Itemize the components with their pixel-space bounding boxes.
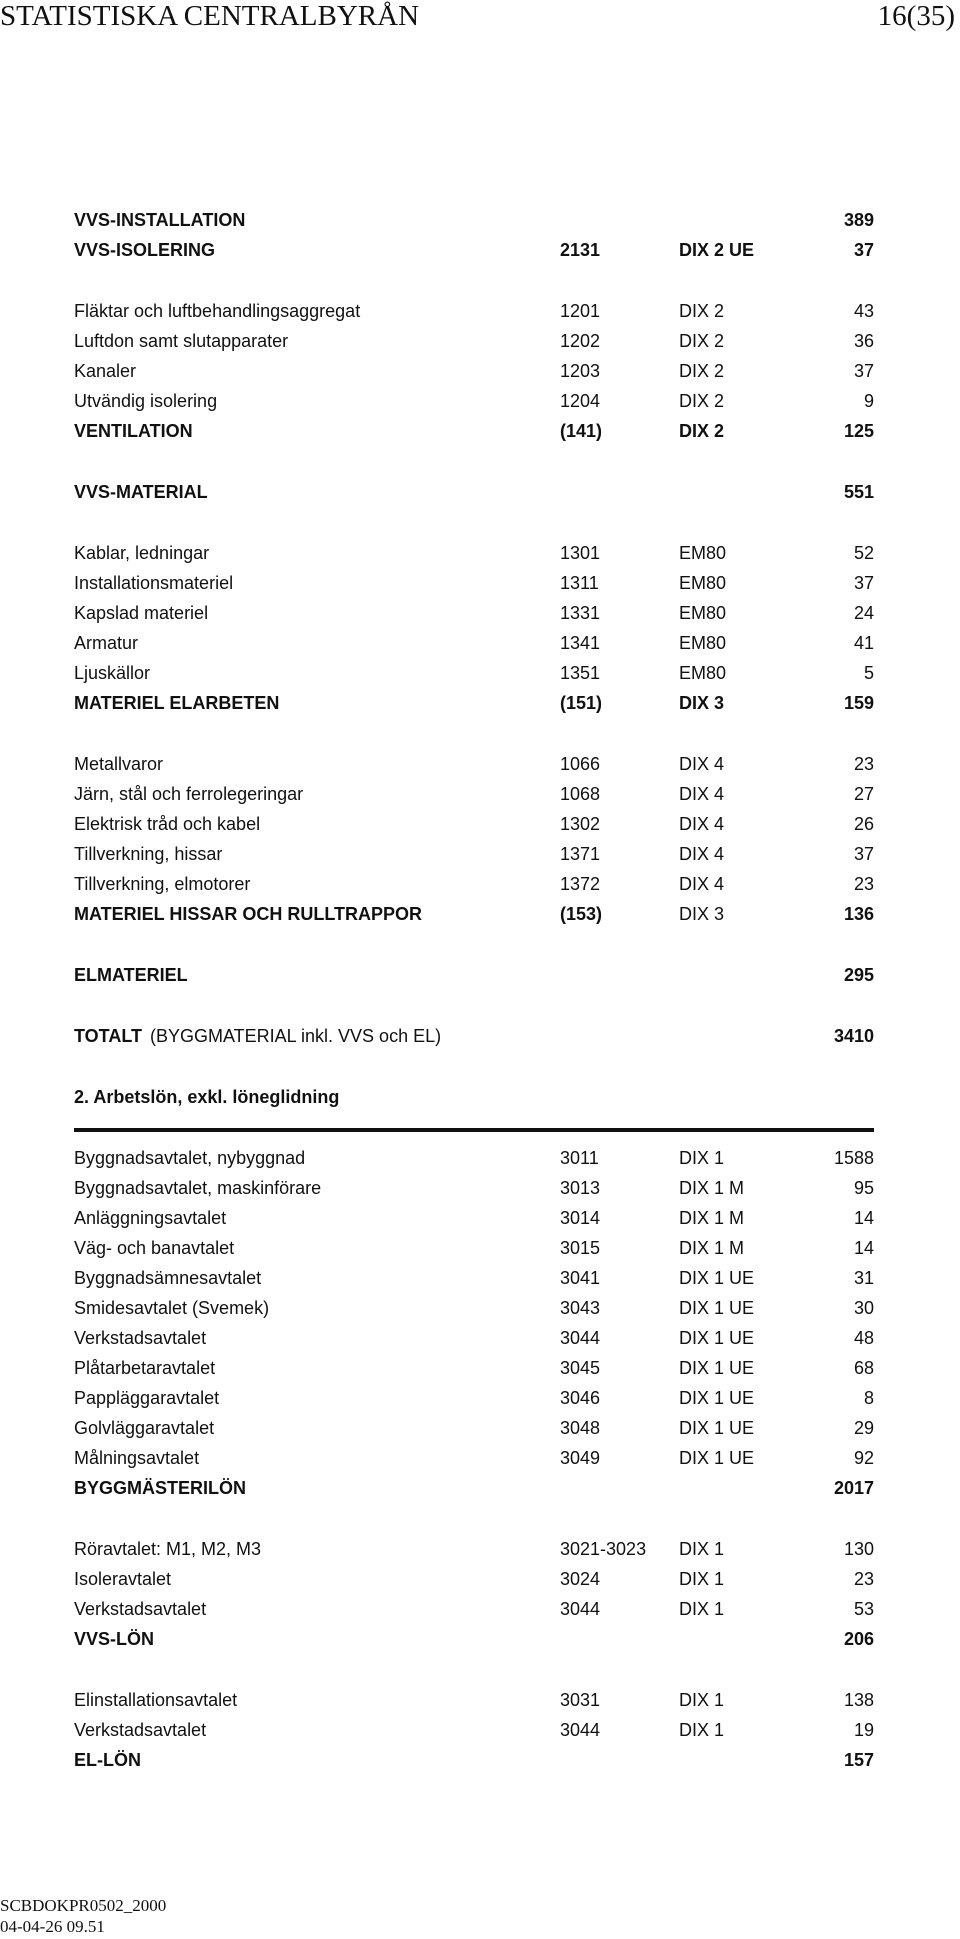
row-dix: DIX 1 UE (679, 1328, 755, 1348)
row-code: 1302 (560, 814, 601, 834)
row-label: 2. Arbetslön, exkl. löneglidning (74, 1087, 340, 1107)
row-label: VVS-MATERIAL (74, 482, 208, 502)
row-dix: DIX 1 UE (679, 1268, 755, 1288)
table-row (74, 1413, 874, 1443)
row-dix: DIX 2 (679, 421, 725, 441)
row-value: 23 (853, 1569, 874, 1589)
table-row (74, 538, 874, 568)
row-label: MATERIEL ELARBETEN (74, 693, 280, 713)
row-value: 14 (853, 1238, 874, 1258)
page-number: 16(35) (877, 0, 955, 32)
table-row (74, 598, 874, 628)
row-code: (151) (560, 693, 603, 713)
row-label: Verkstadsavtalet (74, 1328, 207, 1348)
row-label: ELMATERIEL (74, 965, 188, 985)
row-code: 3045 (560, 1358, 601, 1378)
row-dix: DIX 1 UE (679, 1298, 755, 1318)
row-code: 1202 (560, 331, 601, 351)
row-dix: EM80 (679, 573, 727, 593)
table-row (74, 839, 874, 869)
table-row (74, 779, 874, 809)
row-value: 68 (853, 1358, 874, 1378)
table-row (74, 1323, 874, 1353)
row-code: 1341 (560, 633, 601, 653)
row-value: 53 (853, 1599, 874, 1619)
table-row (74, 1715, 874, 1745)
row-code: 3013 (560, 1178, 601, 1198)
row-label: Målningsavtalet (74, 1448, 200, 1468)
row-value: 125 (843, 421, 874, 441)
row-dix: DIX 4 (679, 844, 725, 864)
row-label: Byggnadsämnesavtalet (74, 1268, 262, 1288)
row-value: 27 (853, 784, 874, 804)
row-label: Tillverkning, hissar (74, 844, 223, 864)
row-label: Armatur (74, 633, 139, 653)
row-value: 136 (843, 904, 874, 924)
row-value: 1588 (833, 1148, 874, 1168)
row-code: 3044 (560, 1599, 601, 1619)
table-row (74, 1624, 874, 1654)
row-label: Luftdon samt slutapparater (74, 331, 289, 351)
row-code: 3046 (560, 1388, 601, 1408)
row-value: 19 (853, 1720, 874, 1740)
row-value: 159 (843, 693, 874, 713)
table-row (74, 1534, 874, 1564)
row-label: Röravtalet: M1, M2, M3 (74, 1539, 262, 1559)
row-code: 3043 (560, 1298, 601, 1318)
row-code: 1331 (560, 603, 601, 623)
row-code: 3014 (560, 1208, 601, 1228)
row-code: 1371 (560, 844, 601, 864)
row-code: 1203 (560, 361, 601, 381)
row-label: Väg- och banavtalet (74, 1238, 235, 1258)
table-row (74, 1293, 874, 1323)
table-row (74, 1082, 874, 1112)
row-value: 389 (843, 210, 874, 230)
row-label: Verkstadsavtalet (74, 1720, 207, 1740)
row-value: 157 (843, 1750, 874, 1770)
row-dix: DIX 1 UE (679, 1418, 755, 1438)
row-label: Elektrisk tråd och kabel (74, 814, 261, 834)
row-code: 1068 (560, 784, 601, 804)
table-row (74, 205, 874, 235)
row-label: VVS-INSTALLATION (74, 210, 246, 230)
table-row (74, 477, 874, 507)
row-value: 23 (853, 874, 874, 894)
row-value: 5 (863, 663, 874, 683)
row-value: 36 (853, 331, 874, 351)
footer-timestamp: 04-04-26 09.51 (0, 1917, 105, 1936)
row-label: Pappläggaravtalet (74, 1388, 220, 1408)
row-code: 3015 (560, 1238, 601, 1258)
row-value: 24 (853, 603, 874, 623)
row-dix: DIX 1 UE (679, 1358, 755, 1378)
table-row (74, 235, 874, 265)
row-value: 37 (853, 361, 874, 381)
row-code: 1351 (560, 663, 601, 683)
row-code: 3031 (560, 1690, 601, 1710)
table-row (74, 869, 874, 899)
section-divider (74, 1128, 874, 1132)
row-label: Kapslad materiel (74, 603, 209, 623)
row-sublabel: (BYGGMATERIAL inkl. VVS och EL) (150, 1026, 442, 1046)
table-row (74, 899, 874, 929)
row-value: 3410 (833, 1026, 874, 1046)
table-row (74, 296, 874, 326)
row-code: 1204 (560, 391, 601, 411)
row-label: Smidesavtalet (Svemek) (74, 1298, 270, 1318)
row-dix: DIX 1 (679, 1720, 725, 1740)
row-label: VVS-ISOLERING (74, 240, 216, 260)
row-label: Fläktar och luftbehandlingsaggregat (74, 301, 361, 321)
row-code: 1066 (560, 754, 601, 774)
row-value: 37 (853, 240, 874, 260)
table-row (74, 628, 874, 658)
row-dix: DIX 1 UE (679, 1448, 755, 1468)
row-dix: DIX 2 (679, 331, 725, 351)
row-code: 3021-3023 (560, 1539, 647, 1559)
row-value: 48 (853, 1328, 874, 1348)
row-code: 2131 (560, 240, 601, 260)
row-dix: DIX 1 M (679, 1238, 745, 1258)
row-code: (153) (560, 904, 603, 924)
table-row (74, 960, 874, 990)
row-value: 23 (853, 754, 874, 774)
row-dix: DIX 2 (679, 301, 725, 321)
row-value: 95 (853, 1178, 874, 1198)
row-label: Utvändig isolering (74, 391, 218, 411)
row-value: 30 (853, 1298, 874, 1318)
table-row (74, 1353, 874, 1383)
table-row (74, 1143, 874, 1173)
row-code: 1201 (560, 301, 601, 321)
row-label: MATERIEL HISSAR OCH RULLTRAPPOR (74, 904, 423, 924)
table-row (74, 416, 874, 446)
row-label: Isoleravtalet (74, 1569, 172, 1589)
page-header-title: STATISTISKA CENTRALBYRÅN (0, 0, 420, 32)
table-row (74, 1443, 874, 1473)
table-row (74, 688, 874, 718)
row-code: 3041 (560, 1268, 601, 1288)
table-row (74, 1564, 874, 1594)
row-label: Golvläggaravtalet (74, 1418, 215, 1438)
row-dix: EM80 (679, 633, 727, 653)
table-row (74, 1263, 874, 1293)
row-dix: DIX 1 M (679, 1208, 745, 1228)
row-dix: DIX 1 (679, 1690, 725, 1710)
table-row (74, 386, 874, 416)
row-dix: DIX 2 (679, 391, 725, 411)
row-label: Anläggningsavtalet (74, 1208, 227, 1228)
row-value: 92 (853, 1448, 874, 1468)
row-value: 41 (853, 633, 874, 653)
footer-doc-id: SCBDOKPR0502_2000 (0, 1896, 167, 1915)
row-value: 31 (853, 1268, 874, 1288)
table-row (74, 1594, 874, 1624)
row-code: 3011 (560, 1148, 599, 1168)
row-dix: DIX 1 (679, 1539, 725, 1559)
row-label: Ljuskällor (74, 663, 151, 683)
row-dix: DIX 3 (679, 693, 725, 713)
row-dix: DIX 4 (679, 874, 725, 894)
table-row (74, 1383, 874, 1413)
row-dix: EM80 (679, 663, 727, 683)
row-dix: EM80 (679, 603, 727, 623)
table-row (74, 1203, 874, 1233)
table-row (74, 356, 874, 386)
row-dix: EM80 (679, 543, 727, 563)
row-dix: DIX 4 (679, 814, 725, 834)
row-value: 52 (853, 543, 874, 563)
row-value: 9 (863, 391, 874, 411)
row-label: Byggnadsavtalet, maskinförare (74, 1178, 322, 1198)
row-value: 29 (853, 1418, 874, 1438)
table-row (74, 749, 874, 779)
row-dix: DIX 1 (679, 1148, 725, 1168)
row-label: Elinstallationsavtalet (74, 1690, 238, 1710)
row-code: 3044 (560, 1720, 601, 1740)
row-label: Installationsmateriel (74, 573, 234, 593)
row-value: 130 (843, 1539, 874, 1559)
table-row (74, 658, 874, 688)
row-dix: DIX 1 M (679, 1178, 745, 1198)
table-row (74, 568, 874, 598)
row-code: 3048 (560, 1418, 601, 1438)
table-row (74, 1021, 874, 1051)
row-value: 295 (843, 965, 874, 985)
row-value: 206 (843, 1629, 874, 1649)
row-label: Verkstadsavtalet (74, 1599, 207, 1619)
row-dix: DIX 4 (679, 754, 725, 774)
row-value: 14 (853, 1208, 874, 1228)
row-label: EL-LÖN (74, 1750, 141, 1770)
row-value: 43 (853, 301, 874, 321)
row-code: (141) (560, 421, 603, 441)
row-label: VENTILATION (74, 421, 193, 441)
row-code: 1311 (560, 573, 599, 593)
row-label: Järn, stål och ferrolegeringar (74, 784, 304, 804)
row-dix: DIX 1 (679, 1569, 725, 1589)
row-dix: DIX 2 UE (679, 240, 755, 260)
row-value: 2017 (833, 1478, 874, 1498)
row-value: 551 (843, 482, 874, 502)
table-row (74, 809, 874, 839)
row-label: Tillverkning, elmotorer (74, 874, 251, 894)
row-dix: DIX 1 (679, 1599, 725, 1619)
row-label: Kanaler (74, 361, 137, 381)
row-label: BYGGMÄSTERILÖN (74, 1478, 247, 1498)
row-code: 3049 (560, 1448, 601, 1468)
row-value: 26 (853, 814, 874, 834)
table-row (74, 1233, 874, 1263)
row-label: Plåtarbetaravtalet (74, 1358, 216, 1378)
table-row (74, 1173, 874, 1203)
row-code: 1301 (560, 543, 601, 563)
table-row (74, 1745, 874, 1775)
row-value: 8 (863, 1388, 874, 1408)
table-row (74, 1685, 874, 1715)
row-dix: DIX 3 (679, 904, 725, 924)
row-value: 138 (843, 1690, 874, 1710)
row-label: VVS-LÖN (74, 1629, 155, 1649)
row-code: 3044 (560, 1328, 601, 1348)
row-dix: DIX 2 (679, 361, 725, 381)
row-label: Kablar, ledningar (74, 543, 210, 563)
row-code: 1372 (560, 874, 601, 894)
row-code: 3024 (560, 1569, 601, 1589)
row-label: TOTALT (74, 1026, 142, 1046)
row-dix: DIX 1 UE (679, 1388, 755, 1408)
row-label: Metallvaror (74, 754, 164, 774)
row-label: Byggnadsavtalet, nybyggnad (74, 1148, 306, 1168)
table-row (74, 1473, 874, 1503)
table-row (74, 326, 874, 356)
row-dix: DIX 4 (679, 784, 725, 804)
row-value: 37 (853, 844, 874, 864)
row-value: 37 (853, 573, 874, 593)
